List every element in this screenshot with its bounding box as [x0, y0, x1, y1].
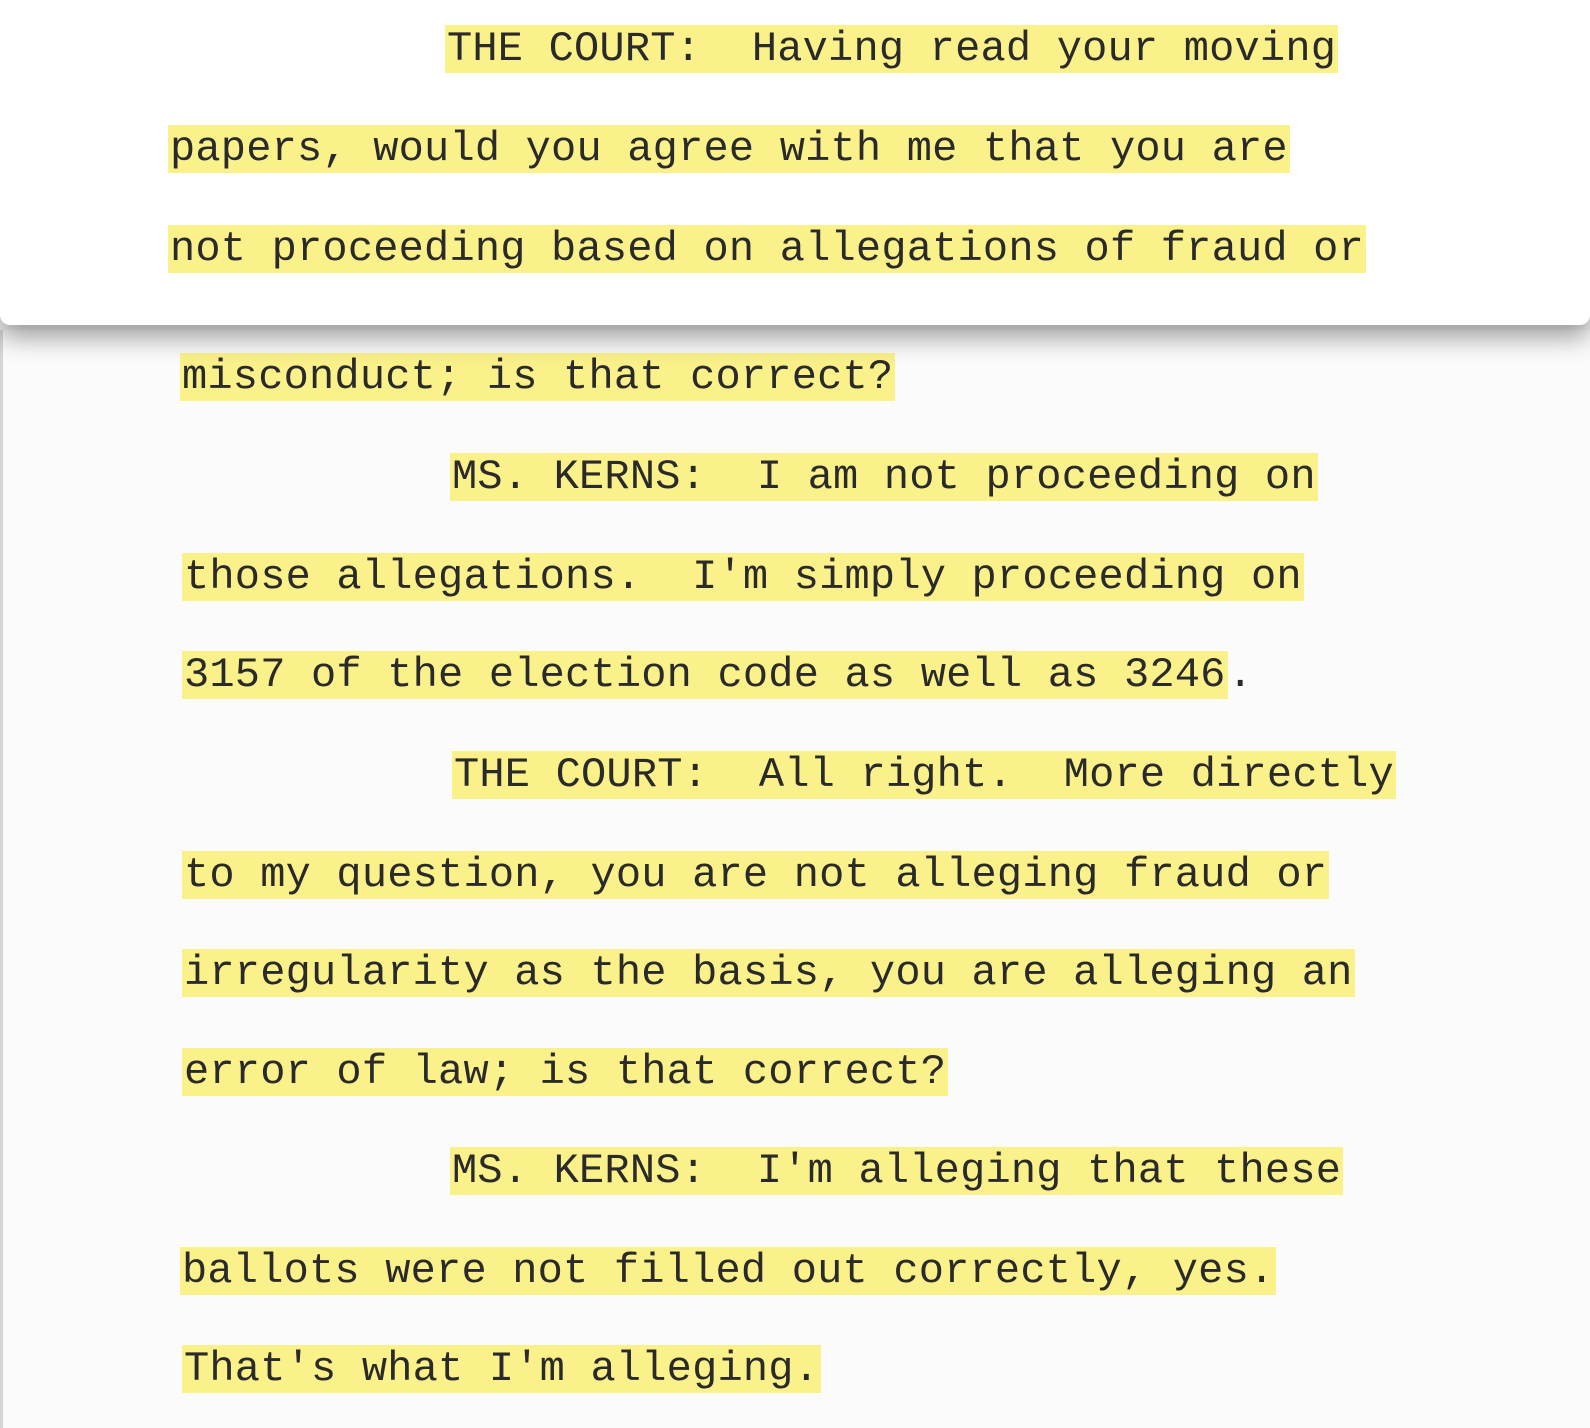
- highlighted-text: error of law; is that correct?: [184, 1048, 947, 1096]
- transcript-line: [450, 1142, 1343, 1200]
- period-text: .: [1227, 651, 1253, 699]
- highlighted-text: misconduct; is that correct?: [182, 353, 894, 401]
- transcript-excerpt-card: [0, 0, 1590, 325]
- highlighted-text: THE COURT: Having read your moving: [447, 25, 1337, 73]
- highlighted-text: MS. KERNS: I'm alleging that these: [452, 1147, 1342, 1195]
- highlighted-text: MS. KERNS: I am not proceeding on: [452, 453, 1316, 501]
- highlighted-text: 3157 of the election code as well as 3246: [184, 651, 1226, 699]
- highlighted-text: to my question, you are not alleging fraud or: [184, 851, 1328, 899]
- transcript-line: [182, 1340, 821, 1398]
- highlighted-text: THE COURT: All right. More directly: [454, 751, 1394, 799]
- transcript-line: [182, 944, 1355, 1002]
- transcript-line: [445, 20, 1338, 78]
- highlighted-text: ballots were not filled out correctly, yes.: [182, 1247, 1275, 1295]
- page-edge: [0, 330, 3, 1428]
- transcript-line: [182, 548, 1304, 606]
- highlighted-text: irregularity as the basis, you are alleging an: [184, 949, 1353, 997]
- highlighted-text: those allegations. I'm simply proceeding on: [184, 553, 1302, 601]
- highlighted-text: papers, would you agree with me that you are: [170, 125, 1288, 173]
- transcript-line: [168, 120, 1290, 178]
- transcript-line: [168, 220, 1366, 278]
- transcript-line: [180, 348, 895, 406]
- highlighted-text: That's what I'm alleging.: [184, 1345, 820, 1393]
- transcript-line: [452, 746, 1396, 804]
- transcript-line: [182, 646, 1253, 704]
- transcript-line: [180, 1242, 1276, 1300]
- transcript-line: [182, 846, 1329, 904]
- transcript-line: [182, 1043, 948, 1101]
- highlighted-text: not proceeding based on allegations of fraud or: [170, 225, 1364, 273]
- transcript-line: [450, 448, 1318, 506]
